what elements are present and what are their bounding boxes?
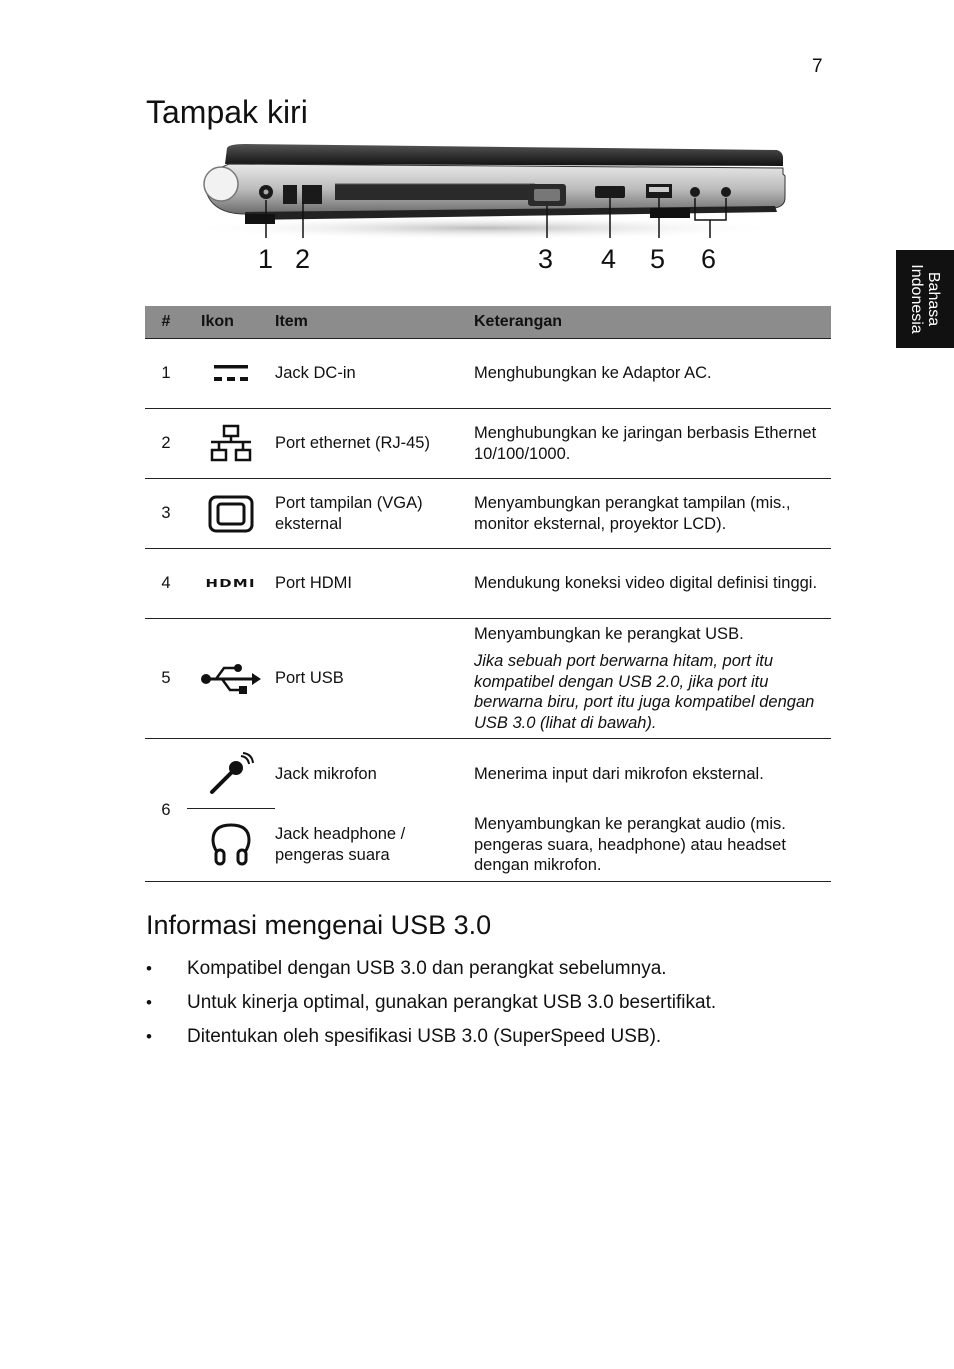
row-desc: Menghubungkan ke jaringan berbasis Ethernet 10/100/1000. — [474, 409, 831, 479]
callout-3: 3 — [538, 244, 554, 274]
microphone-icon — [208, 752, 254, 796]
bullet-dot: • — [146, 993, 152, 1012]
language-tab-line2: Indonesia — [908, 264, 925, 334]
row-item: Port USB — [275, 619, 474, 739]
row-num: 4 — [145, 549, 187, 619]
list-item — [146, 955, 716, 989]
row-desc-note: Jika sebuah port berwarna hitam, port itu kompatibel dengan USB 2.0, jika port itu berwarna biru, port itu juga kompatibel dengan USB 3.0 (lihat di bawah). — [474, 652, 815, 732]
usb-bullet-list — [146, 955, 716, 1057]
row-item: Port tampilan (VGA) eksternal — [275, 479, 474, 549]
table-row — [145, 339, 831, 409]
headphone-icon — [210, 822, 252, 868]
table-header-row — [145, 306, 831, 339]
row-num: 5 — [145, 619, 187, 739]
row-num: 3 — [145, 479, 187, 549]
header-desc: Keterangan — [474, 306, 831, 339]
callout-2: 2 — [295, 244, 311, 274]
port-table — [145, 306, 831, 882]
dc-in-icon — [212, 361, 250, 387]
table-row — [145, 409, 831, 479]
list-item — [146, 1023, 716, 1057]
vga-icon — [208, 494, 254, 534]
header-icon: Ikon — [187, 306, 275, 339]
table-row — [145, 809, 831, 882]
row-num: 1 — [145, 339, 187, 409]
language-tab-line1: Bahasa — [925, 271, 942, 327]
bullet-text: Untuk kinerja optimal, gunakan perangkat USB 3.0 besertifikat. — [187, 992, 717, 1013]
bullet-dot: • — [146, 1027, 152, 1046]
row-desc: Menyambungkan perangkat tampilan (mis., monitor eksternal, proyektor LCD). — [474, 479, 831, 549]
header-item: Item — [275, 306, 474, 339]
table-row — [145, 549, 831, 619]
usb-section-title: Informasi mengenai USB 3.0 — [146, 910, 492, 940]
table-row — [145, 739, 831, 809]
row-item: Port HDMI — [275, 549, 474, 619]
table-row — [145, 619, 831, 739]
row-item: Jack mikrofon — [275, 764, 377, 783]
row-desc: Mendukung koneksi video digital definisi tinggi. — [474, 549, 831, 619]
page-number: 7 — [812, 56, 823, 77]
hdmi-icon: HDMI — [205, 577, 257, 591]
row-item: Port ethernet (RJ-45) — [275, 409, 474, 479]
row-desc: Menyambungkan ke perangkat USB. — [474, 624, 744, 643]
ethernet-icon — [208, 424, 254, 464]
row-num: 2 — [145, 409, 187, 479]
callout-6: 6 — [701, 244, 717, 274]
header-num: # — [145, 306, 187, 339]
table-row — [145, 479, 831, 549]
bullet-text: Kompatibel dengan USB 3.0 dan perangkat sebelumnya. — [187, 958, 667, 979]
callout-4: 4 — [601, 244, 617, 274]
row-desc: Menyambungkan ke perangkat audio (mis. pengeras suara, headphone) atau headset dengan mikrofon. — [474, 809, 831, 882]
row-item: Jack headphone / pengeras suara — [275, 809, 474, 882]
callout-5: 5 — [650, 244, 666, 274]
bullet-dot: • — [146, 959, 152, 978]
language-tab — [896, 250, 954, 348]
bullet-text: Ditentukan oleh spesifikasi USB 3.0 (SuperSpeed USB). — [187, 1026, 662, 1047]
row-desc: Menerima input dari mikrofon eksternal. — [474, 764, 764, 783]
page-title: Tampak kiri — [146, 94, 308, 130]
row-item: Jack DC-in — [275, 339, 474, 409]
list-item — [146, 989, 716, 1023]
row-num: 6 — [145, 739, 187, 882]
usb-icon — [200, 662, 262, 696]
callout-1: 1 — [258, 244, 274, 274]
row-desc: Menghubungkan ke Adaptor AC. — [474, 339, 831, 409]
